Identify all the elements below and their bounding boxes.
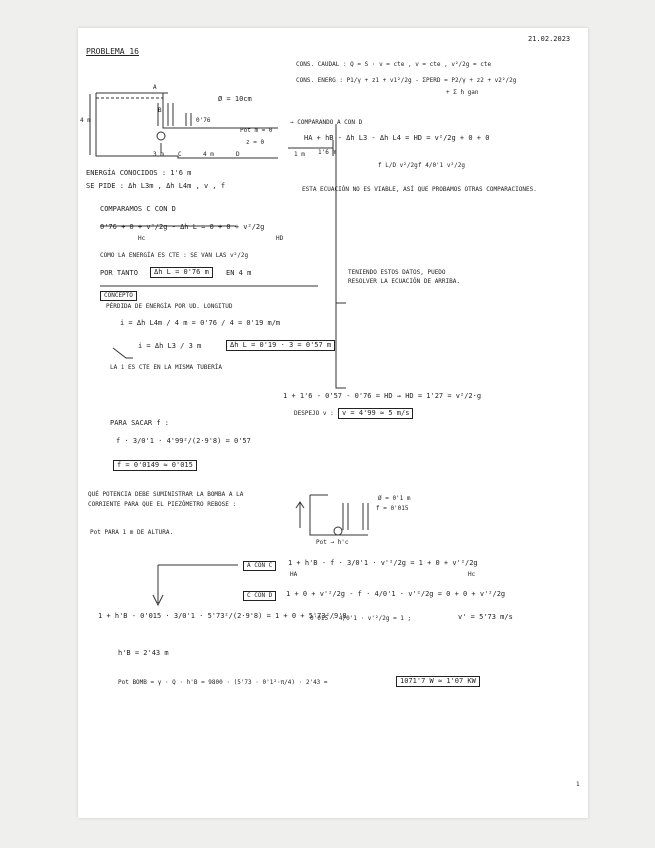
pot-label: Pot m = 0 [240,127,273,134]
pot-note: Pot PARA 1 m DE ALTURA. [90,529,174,536]
hc-label-2: Hc [468,571,476,578]
equation-ac-2: 1 + h'B - 0'015 · 3/0'1 · 5'73²/(2·9'8) = 1 + 0 + 5'73²/9'8 [98,612,347,620]
diameter-2: Ø = 0'1 m [378,495,411,502]
result-dhl-4m: Δh L = 0'76 m [150,267,213,278]
diameter-label: Ø = 10cm [218,95,252,103]
a-con-c-box: A CON C [243,561,276,571]
equation-cdd: 1 + 0 + v'²/2g - f · 4/0'1 · v'²/2g = 0 + 0 + v'²/2g [286,590,506,598]
point-b: B [158,107,162,114]
height-label: 4 m [80,117,91,124]
note-box: TENIENDO ESTOS DATOS, PUEDO RESOLVER LA ECUACIÓN DE ARRIBA. [348,269,460,285]
piezometer-label: 0'76 [196,117,211,124]
f-equation: f · 3/0'1 · 4'99²/(2·9'8) = 0'57 [116,437,251,445]
equation-cd: 0'76 + 0 + v²/2g - Δh L = 0 + 0 + v²/2g [100,223,265,231]
i-equation: i = Δh L4m / 4 m = 0'76 / 4 = 0'19 m/m [120,319,281,327]
i-equation-2: i = Δh L3 / 3 m [138,342,202,350]
page-title: PROBLEMA 16 [86,47,139,56]
tank-label: A [153,84,157,91]
result-dhl-3m: Δh L = 0'19 · 3 = 0'57 m [226,340,335,351]
concept-box: CONCEPTO [100,291,137,301]
result1-prefix: POR TANTO [100,269,138,277]
hb-result: h'B = 2'43 m [118,649,169,657]
pot-result: 1071'7 W ≈ 1'07 KW [396,676,480,687]
length-4m: 4 m [203,151,214,158]
c-con-d-box: C CON D [243,591,276,601]
note-energy-constant: COMO LA ENERGÍA ES CTE : SE VAN LAS v²/2g [100,252,249,259]
notebook-page [78,28,588,818]
equation-ad: HA + hB - Δh L3 - Δh L4 = HD = v²/2g + 0 + 0 [304,134,490,142]
datum-label: z = 0 [246,139,265,146]
fraction-2: f 4/0'1 v²/2g [418,162,465,169]
despejo-label: DESPEJO v : [294,410,334,417]
para-sacar-f: PARA SACAR f : [110,419,170,427]
sub-1m: 1 m [294,151,305,158]
concept-description: PÉRDIDA DE ENERGÍA POR UD. LONGITUD [106,303,233,310]
energy-known: ENERGÍA CONOCIDOS : 1'6 m [86,169,192,177]
date: 21.02.2023 [528,35,571,43]
point-d: D [236,151,240,158]
sub-1-6m: 1'6 m [318,149,337,156]
fraction-1: f L/D v²/2g [378,162,418,169]
v-prime: v' = 5'73 m/s [458,613,513,621]
pot-hc: Pot → h'c [316,539,349,546]
note-i-constant: LA i ES CTE EN LA MISMA TUBERÍA [110,364,222,371]
pot-equation: Pot BOMB = γ · Q · h'B = 9800 · (5'73 · 0'1²·π/4) · 2'43 = [118,679,328,686]
energy-gain: + Σ h gan [446,89,479,96]
f-value: f = 0'015 [376,505,409,512]
page-number: 1 [576,781,580,788]
ha-label: HA [290,571,298,578]
conservation-energy: CONS. ENERG : P1/γ + z1 + v1²/2g - ΣPERD = P2/γ + z2 + v2²/2g [296,77,517,84]
hc-label: Hc [138,235,146,242]
result1-suffix: EN 4 m [226,269,252,277]
compare-cd: COMPARAMOS C CON D [100,205,176,213]
equation-note: ESTA ECUACIÓN NO ES VIABLE, ASÍ QUE PROBAMOS OTRAS COMPARACIONES. [302,186,537,193]
conservation-flow: CONS. CAUDAL : Q = S · v = cte , v = cte , v²/2g = cte [296,61,492,68]
f-result: f = 0'0149 ≈ 0'015 [113,460,197,471]
point-c: C [178,151,182,158]
asked: SE PIDE : Δh L3m , Δh L4m , v , f [86,182,226,190]
equation-simplified: 0'015 · 4/0'1 · v'²/2g = 1 ; [310,615,412,622]
equation-ac: 1 + h'B - f · 3/0'1 · v'²/2g = 1 + 0 + v'²/2g [288,559,478,567]
v-result: v = 4'99 ≈ 5 m/s [338,408,413,419]
compare-ad: → COMPARANDO A CON D [290,119,363,126]
hd-label: HD [276,235,284,242]
length-3m: 3 m [153,151,164,158]
equation-2: 1 + 1'6 - 0'57 - 0'76 = HD → HD = 1'27 = v²/2·g [283,392,482,400]
question: QUÉ POTENCIA DEBE SUMINISTRAR LA BOMBA A LA CORRIENTE PARA QUE EL PIEZÓMETRO REBOSE : [88,491,244,508]
